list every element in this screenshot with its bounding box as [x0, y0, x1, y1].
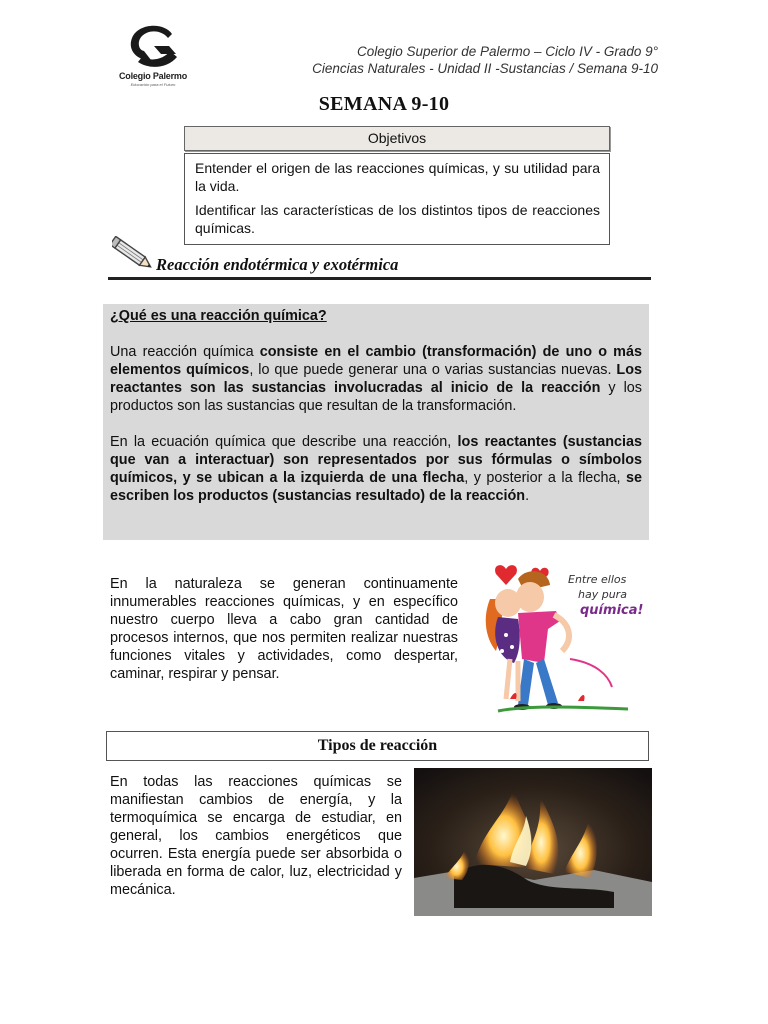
reaction-types-paragraph: En todas las reacciones químicas se manifiestan cambios de energía, y la termoquímica se encarga de estudiar, en general, los cambios energéticos que ocurren. Esta energía puede ser absorbida o liberada en forma de calor, luz, electricidad y mecánica.	[110, 774, 402, 898]
bold-text-run: Los reactantes son las sustancias involucradas al inicio de la reacción	[110, 362, 642, 396]
logo-name: Colegio Palermo	[118, 71, 188, 81]
illustration-caption-line: Entre ellos	[568, 573, 627, 586]
text-run: .	[525, 488, 530, 504]
objective-item: Entender el origen de las reacciones químicas, y su utilidad para la vida.	[195, 160, 600, 194]
objectives-heading: Objetivos	[184, 126, 610, 151]
logo-tagline: Educación para el Futuro	[130, 82, 176, 87]
text-run: Una reacción química	[110, 344, 260, 360]
burning-paper-photo	[414, 768, 652, 916]
page-title: SEMANA 9-10	[318, 93, 450, 115]
header-line-school: Colegio Superior de Palermo – Ciclo IV - Grado 9°	[356, 44, 658, 59]
objectives-list	[184, 153, 610, 245]
logo-emblem-icon	[124, 24, 182, 70]
text-run: , lo que puede generar una o varias sustancias nuevas.	[249, 362, 617, 378]
pencil-icon	[112, 236, 158, 276]
bold-text-run: consiste en el cambio (transformación) de uno o más elementos químicos	[110, 344, 642, 378]
nature-paragraph: En la naturaleza se generan continuamente innumerables reacciones químicas, y en específico nuestro cuerpo lleva a cabo gran cantidad de procesos internos, que nos permiten realizar nuestras funciones vitales y actividades, como despertar, caminar, respirar y pensar.	[110, 576, 458, 682]
definition-paragraph	[110, 343, 642, 415]
text-run: y los productos son las sustancias que resultan de la transformación.	[110, 380, 642, 414]
school-logo	[112, 24, 194, 88]
text-run: En la ecuación química que describe una reacción,	[110, 434, 458, 450]
bold-text-run: se escriben los productos (sustancias resultado) de la reacción	[110, 470, 642, 504]
question-heading: ¿Qué es una reacción química?	[110, 308, 327, 324]
text-run: , y posterior a la flecha,	[464, 470, 626, 486]
illustration-caption-line: química!	[580, 603, 644, 618]
reaction-types-heading: Tipos de reacción	[106, 731, 649, 761]
kissing-couple-illustration	[478, 559, 654, 719]
definition-box	[103, 304, 649, 540]
section-title: Reacción endotérmica y exotérmica	[156, 255, 399, 274]
header-line-subject: Ciencias Naturales - Unidad II -Sustancias / Semana 9-10	[312, 61, 658, 76]
section-divider	[108, 277, 651, 280]
objective-item: Identificar las características de los distintos tipos de reacciones químicas.	[195, 202, 600, 236]
equation-paragraph	[110, 433, 642, 505]
illustration-caption-line: hay pura	[578, 588, 627, 601]
bold-text-run: los reactantes (sustancias que van a interactuar) son representados por sus fórmulas o símbolos químicos, y se ubican a la izquierda de una flecha	[110, 434, 643, 486]
